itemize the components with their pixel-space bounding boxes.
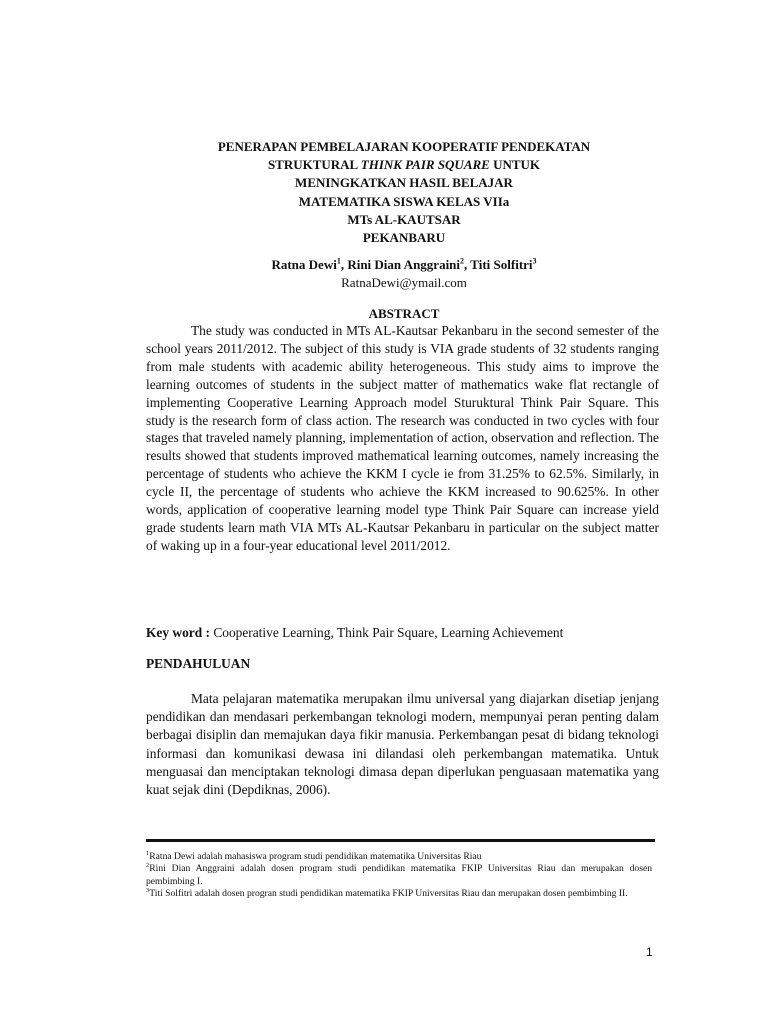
author-email: RatnaDewi@ymail.com — [341, 275, 467, 290]
abstract-heading: ABSTRACT — [368, 306, 440, 321]
title-line-2-italic: THINK PAIR SQUARE — [360, 157, 490, 173]
footnote-3 — [146, 888, 652, 900]
footnote-2-text: Rini Dian Anggraini adalah dosen program studi pendidikan matematika FKIP Universitas Riau dan merupakan dosen pembimbing I. — [146, 863, 652, 887]
author-1-sup: 1 — [336, 256, 341, 266]
keywords — [146, 625, 659, 641]
section-body: Mata pelajaran matematika merupakan ilmu universal yang diajarkan disetiap jenjang pendidikan dan mendasari perkembangan teknologi modern, mempunyai peran penting dalam berbagai disiplin dan memajukan daya fikir manusia. Perkembangan pesat di bidang teknologi informasi dan komunikasi dewasa ini dilandasi oleh perkembangan matematika. Untuk menguasai dan menciptakan teknologi dimasa depan diperlukan penguasaan matematika yang kuat sejak dini (Depdiknas, 2006). — [146, 691, 659, 798]
keywords-text: Cooperative Learning, Think Pair Square, Learning Achievement — [209, 625, 564, 640]
footnote-1-marker: 1 — [146, 849, 150, 857]
title-line-3: MENINGKATKAN HASIL BELAJAR — [295, 175, 513, 191]
title-line-2-pre: STRUKTURAL — [267, 157, 361, 173]
abstract-body: The study was conducted in MTs AL-Kautsar Pekanbaru in the second semester of the school years 2011/2012. The subject of this study is VIA grade students of 32 students ranging from male students with academic ability heterogeneous. This study aims to improve the learning outcomes of students in the subject matter of mathematics wake flat rectangle of implementing Cooperative Learning Approach model Sturuktural Think Pair Square. This study is the research form of class action. The research was conducted in two cycles with four stages that traveled namely planning, implementation of action, observation and reflection. The results showed that students improved mathematical learning outcomes, namely increasing the percentage of students who achieve the KKM I cycle ie from 31.25% to 62.5%. Similarly, in cycle II, the percentage of students who achieve the KKM increased to 90.625%. In other words, application of cooperative learning model type Think Pair Square can increase yield grade students learn math VIA MTs AL-Kautsar Pekanbaru in particular on the subject matter of waking up in a four-year educational level 2011/2012. — [146, 323, 659, 553]
author-block — [150, 256, 658, 292]
footnote-1 — [146, 851, 652, 863]
title-line-1: PENERAPAN PEMBELAJARAN KOOPERATIF PENDEKATAN — [217, 139, 591, 154]
footnote-2-marker: 2 — [146, 862, 150, 870]
footnotes — [146, 851, 652, 901]
author-3-sup: 3 — [532, 256, 537, 266]
paper-title — [150, 138, 658, 247]
author-separator: , — [340, 257, 348, 272]
title-line-5: MTs AL-KAUTSAR — [347, 211, 461, 227]
author-2-sup: 2 — [460, 256, 465, 266]
footnote-divider — [146, 839, 655, 842]
title-line-2 — [150, 156, 658, 174]
keywords-label: Key word : — [146, 625, 210, 640]
page-number: 1 — [646, 945, 653, 959]
footnote-2 — [146, 863, 652, 888]
author-3: Titi Solfitri — [470, 257, 533, 272]
title-line-4: MATEMATIKA SISWA KELAS VIIa — [298, 193, 510, 209]
author-2: Rini Dian Anggraini — [347, 257, 461, 272]
author-names — [150, 256, 658, 274]
footnote-1-text: Ratna Dewi adalah mahasiswa program studi pendidikan matematika Universitas Riau — [149, 851, 482, 862]
title-line-6: PEKANBARU — [362, 230, 446, 246]
author-separator: , — [464, 257, 471, 272]
footnote-3-marker: 3 — [146, 887, 150, 895]
title-line-2-post: UNTUK — [489, 157, 541, 173]
footnote-3-text: Titi Solfitri adalah dosen progran studi pendidikan matematika FKIP Universitas Riau dan merupakan dosen pembimbing II. — [149, 888, 628, 900]
section-heading: PENDAHULUAN — [146, 656, 251, 671]
author-1: Ratna Dewi — [271, 257, 337, 272]
